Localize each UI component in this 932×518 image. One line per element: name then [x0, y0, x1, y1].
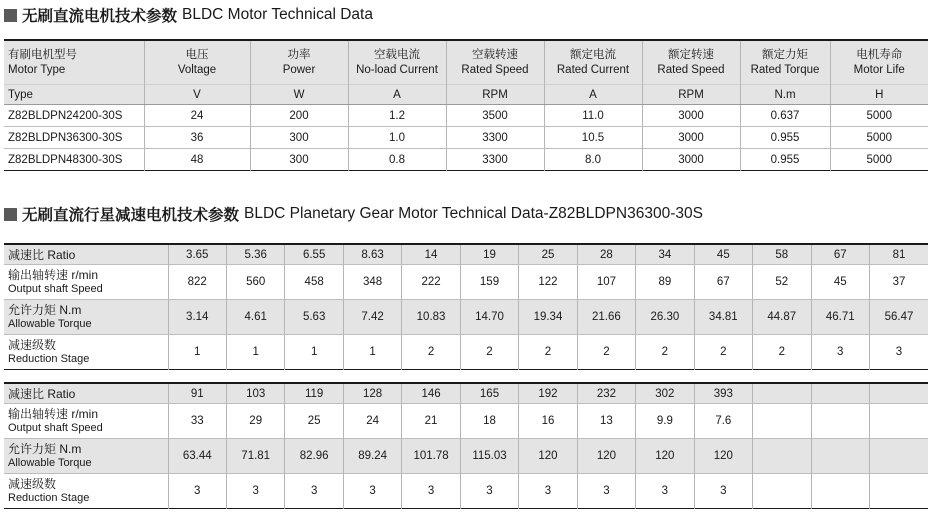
- gear-value-cell: 67: [811, 244, 869, 265]
- gear-value-cell: 82.96: [285, 439, 343, 474]
- gear-value-cell: 58: [753, 244, 811, 265]
- gear-value-cell: 101.78: [402, 439, 460, 474]
- gear-value-cell: [811, 439, 869, 474]
- gear-value-cell: 89: [636, 265, 694, 300]
- section-title-planetary-gear-motor: [4, 203, 703, 225]
- gear-value-cell: 1: [285, 335, 343, 370]
- header-zh: 空载转速: [472, 48, 518, 61]
- gear-value-cell: 3: [895, 346, 903, 358]
- gear-label-text: 减速级数: [8, 477, 57, 491]
- gear-value-cell: 3: [636, 474, 694, 509]
- motor-table-header-cell: [830, 40, 928, 85]
- gear-label-text: Reduction Stage: [8, 492, 90, 504]
- gear-value-cell: [811, 383, 869, 404]
- motor-table-header-cell: [446, 40, 544, 85]
- motor-model-cell: Z82BLDPN48300-30S: [4, 149, 144, 171]
- gear-label-text: 允许力矩 N.m: [8, 442, 82, 456]
- header-en: Rated Current: [556, 63, 630, 76]
- gear-value-cell: 128: [343, 383, 401, 404]
- gear-value-cell: 45: [694, 244, 752, 265]
- table-cell: 300: [250, 127, 348, 149]
- header-zh: 额定力矩: [762, 48, 808, 61]
- gear-value-cell: [869, 404, 928, 439]
- gear-value-cell: 91: [168, 383, 226, 404]
- header-zh: 有刷电机型号: [8, 48, 77, 61]
- gear-value-cell: 3: [402, 474, 460, 509]
- gear-value-cell: [753, 474, 811, 509]
- gear-value-cell: 25: [285, 404, 343, 439]
- table-row: [4, 105, 928, 127]
- gear-value-cell: [753, 404, 811, 439]
- table-cell: 0.8: [348, 149, 446, 171]
- gear-value-cell: 120: [519, 439, 577, 474]
- motor-table-header-cell: [544, 40, 642, 85]
- table-row: [4, 149, 928, 171]
- gear-row-torque: [4, 300, 928, 335]
- table-cell: 3000: [642, 149, 740, 171]
- motor-table-unit-cell: A: [544, 85, 642, 105]
- motor-table-header-cell: [740, 40, 830, 85]
- section-title-en: BLDC Motor Technical Data: [182, 6, 373, 23]
- gear-value-cell: 9.9: [636, 404, 694, 439]
- gear-value-cell: 3: [694, 474, 752, 509]
- gear-label-text: 输出轴转速 r/min: [8, 407, 99, 421]
- gear-value-cell: 122: [519, 265, 577, 300]
- gear-value-cell: 46.71: [811, 300, 869, 335]
- table-cell: 3300: [446, 149, 544, 171]
- gear-table-2: [4, 382, 928, 509]
- table-cell: 1.0: [348, 127, 446, 149]
- table-cell: 3500: [446, 105, 544, 127]
- gear-value-cell: 34: [636, 244, 694, 265]
- gear-value-cell: 560: [226, 265, 284, 300]
- gear-value-cell: [869, 439, 928, 474]
- gear-value-cell: 19: [460, 244, 518, 265]
- table-row: [4, 127, 928, 149]
- gear-value-cell: 1: [226, 335, 284, 370]
- gear-value-cell: 3: [226, 474, 284, 509]
- motor-model-cell: Z82BLDPN36300-30S: [4, 127, 144, 149]
- gear-value-cell: 5.63: [285, 300, 343, 335]
- table-cell: 10.5: [544, 127, 642, 149]
- gear-value-cell: 1: [168, 335, 226, 370]
- gear-label-text: Reduction Stage: [8, 353, 90, 365]
- gear-value-cell: [869, 383, 928, 404]
- gear-value-cell: 7.6: [694, 404, 752, 439]
- gear-row-label: [4, 404, 168, 439]
- header-zh: 额定转速: [668, 48, 714, 61]
- gear-value-cell: 348: [343, 265, 401, 300]
- gear-value-cell: 822: [168, 265, 226, 300]
- table-cell: 5000: [866, 153, 893, 166]
- gear-value-cell: [811, 474, 869, 509]
- gear-value-cell: 3: [577, 474, 635, 509]
- gear-value-cell: 52: [753, 265, 811, 300]
- gear-row-speed: [4, 265, 928, 300]
- table-cell: 5000: [830, 127, 928, 149]
- section-title-en: BLDC Planetary Gear Motor Technical Data-Z82BLDPN36300-30S: [244, 205, 703, 222]
- gear-value-cell: 115.03: [460, 439, 518, 474]
- section-title-zh: 无刷直流电机技术参数: [22, 8, 178, 25]
- gear-value-cell: 2: [519, 335, 577, 370]
- gear-value-cell: 3.65: [168, 244, 226, 265]
- gear-value-cell: 10.83: [402, 300, 460, 335]
- header-en: Power: [282, 63, 316, 76]
- gear-label-text: 输出轴转速 r/min: [8, 268, 99, 282]
- gear-value-cell: 119: [285, 383, 343, 404]
- motor-technical-table: [4, 39, 928, 171]
- gear-value-cell: 159: [460, 265, 518, 300]
- gear-row-speed: [4, 404, 928, 439]
- gear-value-cell: 3: [343, 474, 401, 509]
- gear-label-text: 减速比 Ratio: [8, 247, 76, 262]
- header-zh: 电压: [185, 48, 209, 61]
- header-zh: 空载电流: [374, 48, 420, 61]
- table-cell: 3000: [642, 105, 740, 127]
- gear-value-cell: 232: [577, 383, 635, 404]
- gear-row-stage: [4, 474, 928, 509]
- table-cell: 200: [250, 105, 348, 127]
- motor-table-unit-cell: Type: [4, 85, 144, 105]
- gear-value-cell: 107: [577, 265, 635, 300]
- section-title-bldc-motor: [4, 4, 373, 26]
- table-cell: 8.0: [544, 149, 642, 171]
- gear-value-cell: 18: [460, 404, 518, 439]
- gear-label-text: 减速级数: [8, 338, 57, 352]
- gear-value-cell: 302: [636, 383, 694, 404]
- gear-row-ratio: [4, 383, 928, 404]
- gear-value-cell: 2: [753, 335, 811, 370]
- gear-value-cell: 2: [636, 335, 694, 370]
- gear-value-cell: 29: [226, 404, 284, 439]
- gear-value-cell: 67: [694, 265, 752, 300]
- motor-table-header-row: [4, 40, 928, 85]
- gear-value-cell: 2: [694, 335, 752, 370]
- gear-value-cell: 6.55: [285, 244, 343, 265]
- table-cell: 3000: [642, 127, 740, 149]
- gear-value-cell: [753, 383, 811, 404]
- header-en: Rated Speed: [461, 63, 529, 76]
- gear-row-stage: [4, 335, 928, 370]
- gear-value-cell: 120: [636, 439, 694, 474]
- motor-table-unit-cell: RPM: [642, 85, 740, 105]
- gear-value-cell: 5.36: [226, 244, 284, 265]
- gear-value-cell: 21.66: [577, 300, 635, 335]
- gear-value-cell: [811, 404, 869, 439]
- section-title-zh: 无刷直流行星减速电机技术参数: [22, 207, 240, 224]
- gear-value-cell: 56.47: [869, 300, 928, 335]
- header-en: Motor Type: [8, 63, 66, 76]
- gear-value-cell: 2: [577, 335, 635, 370]
- table-cell: 300: [250, 149, 348, 171]
- gear-row-label: [4, 439, 168, 474]
- gear-value-cell: 3: [285, 474, 343, 509]
- gear-row-label: [4, 383, 168, 404]
- table-cell: 0.637: [740, 105, 830, 127]
- table-cell: 24: [144, 105, 250, 127]
- gear-value-cell: 2: [460, 335, 518, 370]
- gear-value-cell: 2: [402, 335, 460, 370]
- gear-row-label: [4, 474, 168, 509]
- gear-value-cell: 24: [343, 404, 401, 439]
- gear-label-text: 允许力矩 N.m: [8, 303, 82, 317]
- motor-table-header-cell: [144, 40, 250, 85]
- gear-value-cell: 222: [402, 265, 460, 300]
- gear-label-text: Output shaft Speed: [8, 283, 103, 295]
- gear-value-cell: 192: [519, 383, 577, 404]
- header-en: No-load Current: [356, 63, 438, 76]
- gear-value-cell: 3: [460, 474, 518, 509]
- gear-value-cell: 146: [402, 383, 460, 404]
- motor-table-header-cell: [250, 40, 348, 85]
- table-cell: 0.955: [740, 149, 830, 171]
- gear-value-cell: 37: [869, 265, 928, 300]
- gear-value-cell: 120: [694, 439, 752, 474]
- gear-value-cell: 63.44: [168, 439, 226, 474]
- gear-value-cell: 4.61: [226, 300, 284, 335]
- motor-table-unit-cell: N.m: [740, 85, 830, 105]
- motor-model-cell: Z82BLDPN24200-30S: [4, 105, 144, 127]
- motor-table-unit-row: [4, 85, 928, 105]
- gear-label-text: 减速比 Ratio: [8, 386, 76, 401]
- gear-value-cell: 3: [811, 335, 869, 370]
- header-zh: 额定电流: [570, 48, 616, 61]
- motor-table-header-cell: [348, 40, 446, 85]
- gear-value-cell: 393: [694, 383, 752, 404]
- gear-value-cell: 45: [811, 265, 869, 300]
- gear-value-cell: 165: [460, 383, 518, 404]
- gear-value-cell: 71.81: [226, 439, 284, 474]
- gear-value-cell: 89.24: [343, 439, 401, 474]
- gear-value-cell: 25: [519, 244, 577, 265]
- motor-table-unit-cell: H: [830, 85, 928, 105]
- motor-table-unit-cell: RPM: [446, 85, 544, 105]
- table-cell: 3300: [446, 127, 544, 149]
- gear-row-label: [4, 244, 168, 265]
- gear-row-ratio: [4, 244, 928, 265]
- header-zh: 电机寿命: [856, 48, 903, 61]
- gear-row-label: [4, 265, 168, 300]
- table-cell: 48: [144, 149, 250, 171]
- gear-value-cell: 103: [226, 383, 284, 404]
- motor-table-header-cell: [642, 40, 740, 85]
- gear-row-torque: [4, 439, 928, 474]
- header-en: Voltage: [177, 63, 217, 76]
- table-cell: 11.0: [544, 105, 642, 127]
- gear-value-cell: [753, 439, 811, 474]
- square-bullet-icon: [4, 9, 17, 22]
- gear-value-cell: 14: [402, 244, 460, 265]
- square-bullet-icon: [4, 208, 17, 221]
- gear-value-cell: 34.81: [694, 300, 752, 335]
- table-cell: 36: [144, 127, 250, 149]
- gear-value-cell: 1: [343, 335, 401, 370]
- gear-value-cell: 44.87: [753, 300, 811, 335]
- gear-row-label: [4, 300, 168, 335]
- table-cell: 0.955: [740, 127, 830, 149]
- gear-table-1: [4, 243, 928, 370]
- gear-label-text: Allowable Torque: [8, 318, 92, 330]
- motor-table-header-cell: [4, 40, 144, 85]
- gear-value-cell: 33: [168, 404, 226, 439]
- header-en: Rated Speed: [657, 63, 725, 76]
- gear-value-cell: 28: [577, 244, 635, 265]
- gear-value-cell: 8.63: [343, 244, 401, 265]
- motor-table-unit-cell: V: [144, 85, 250, 105]
- header-en: Rated Torque: [750, 63, 820, 76]
- gear-value-cell: 16: [519, 404, 577, 439]
- gear-value-cell: 458: [285, 265, 343, 300]
- gear-row-label: [4, 335, 168, 370]
- header-zh: 功率: [287, 48, 311, 61]
- gear-value-cell: 21: [402, 404, 460, 439]
- table-cell: 5000: [830, 105, 928, 127]
- gear-value-cell: 7.42: [343, 300, 401, 335]
- motor-table-unit-cell: A: [348, 85, 446, 105]
- header-en: Motor Life: [853, 63, 905, 76]
- gear-value-cell: 13: [577, 404, 635, 439]
- gear-label-text: Allowable Torque: [8, 457, 92, 469]
- gear-value-cell: 19.34: [519, 300, 577, 335]
- motor-table-unit-cell: W: [250, 85, 348, 105]
- gear-value-cell: 3.14: [168, 300, 226, 335]
- gear-value-cell: 120: [577, 439, 635, 474]
- gear-value-cell: 3: [168, 474, 226, 509]
- gear-value-cell: 81: [869, 244, 928, 265]
- gear-value-cell: [869, 474, 928, 509]
- gear-value-cell: 3: [519, 474, 577, 509]
- gear-value-cell: 26.30: [636, 300, 694, 335]
- gear-value-cell: 14.70: [460, 300, 518, 335]
- table-cell: 1.2: [348, 105, 446, 127]
- gear-label-text: Output shaft Speed: [8, 422, 103, 434]
